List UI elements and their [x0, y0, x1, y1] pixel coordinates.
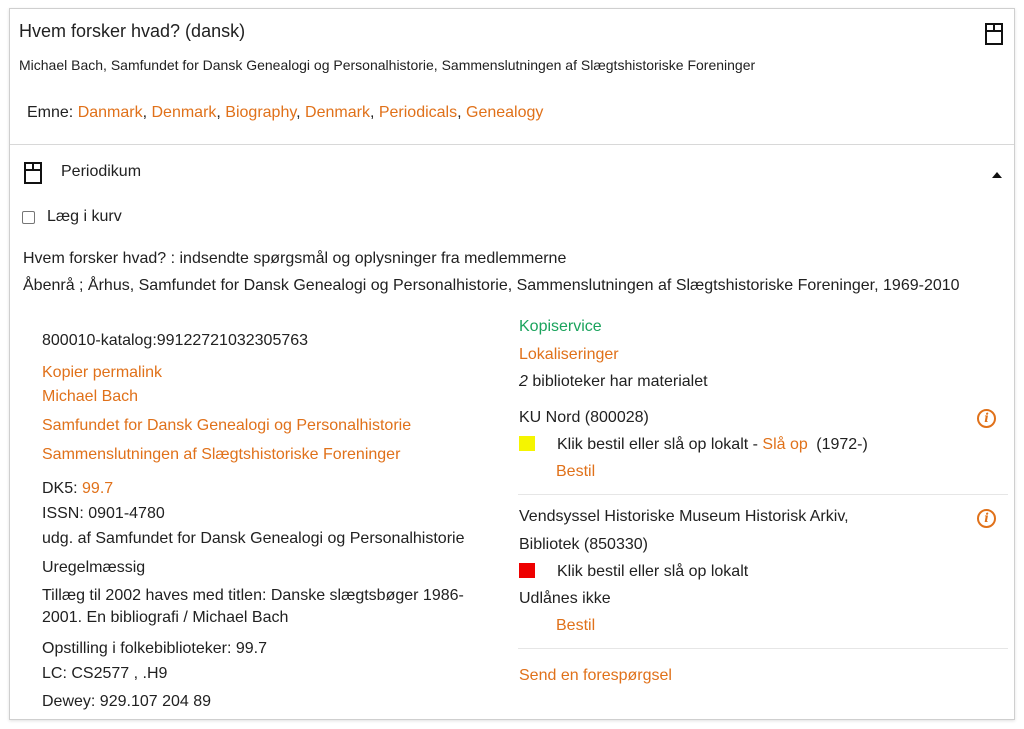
caret-up-icon[interactable] — [992, 172, 1002, 178]
lending-status: Udlånes ikke — [519, 590, 611, 607]
library-name-line2: Bibliotek (850330) — [519, 536, 648, 553]
holdings-count-line — [519, 373, 708, 391]
header-divider — [10, 144, 1014, 145]
send-request-link[interactable]: Send en forespørgsel — [519, 667, 672, 684]
author-link-sammenslutningen[interactable]: Sammenslutningen af Slægtshistoriske Foreninger — [42, 446, 401, 463]
issn: ISSN: 0901-4780 — [42, 505, 165, 522]
library-status: Klik bestil eller slå op lokalt — [557, 563, 749, 580]
subject-link-periodicals[interactable]: Periodicals — [378, 104, 458, 121]
dk5-label: DK5: — [42, 480, 78, 497]
status-indicator-yellow — [519, 436, 535, 451]
book-icon — [24, 162, 42, 184]
info-icon[interactable]: i — [977, 509, 996, 528]
subjects-label: Emne: — [27, 104, 74, 121]
subject-link-danmark[interactable]: Danmark — [77, 104, 143, 121]
dewey-classification: Dewey: 929.107 204 89 — [42, 693, 212, 710]
dk5-row — [42, 480, 113, 498]
publisher-note: udg. af Samfundet for Dansk Genealogi og Personalhistorie — [42, 530, 465, 547]
authors-line: Michael Bach, Samfundet for Dansk Genealogi og Personalhistorie, Sammenslutningen af Slægtshistoriske Foreninger — [19, 57, 756, 73]
library-status-line — [557, 436, 868, 454]
record-type-label[interactable]: Periodikum — [61, 163, 142, 180]
shelving: Opstilling i folkebiblioteker: 99.7 — [42, 640, 268, 657]
frequency: Uregelmæssig — [42, 559, 146, 576]
author-link-samfundet[interactable]: Samfundet for Dansk Genealogi og Personalhistorie — [42, 417, 412, 434]
status-indicator-red — [519, 563, 535, 578]
supplement-note-line2: 2001. En bibliografi / Michael Bach — [42, 609, 289, 626]
dk5-link[interactable]: 99.7 — [82, 480, 114, 497]
library-name: KU Nord (800028) — [519, 409, 649, 426]
library-name-line1: Vendsyssel Historiske Museum Historisk Arkiv, — [519, 508, 849, 525]
holdings-divider — [518, 648, 1008, 649]
full-title: Hvem forsker hvad? : indsendte spørgsmål og oplysninger fra medlemmerne — [23, 250, 567, 267]
holdings-count: 2 — [519, 373, 528, 390]
record-card — [9, 8, 1015, 720]
localizations-link[interactable]: Lokaliseringer — [519, 346, 619, 363]
subjects-line: Emne: Danmark, Denmark, Biography, Denmark, Periodicals, Genealogy — [27, 104, 544, 121]
holding-years: (1972-) — [816, 436, 868, 453]
author-link-michael-bach[interactable]: Michael Bach — [42, 388, 139, 405]
book-icon[interactable] — [985, 23, 1003, 45]
subject-link-denmark-2[interactable]: Denmark — [305, 104, 370, 121]
subject-link-denmark[interactable]: Denmark — [151, 104, 217, 121]
publication-info: Åbenrå ; Århus, Samfundet for Dansk Genealogi og Personalhistorie, Sammenslutningen af Slægtshistoriske Foreninger, 1969-2010 — [23, 277, 960, 294]
lc-classification: LC: CS2577 , .H9 — [42, 665, 168, 682]
catalog-id: 800010-katalog:99122721032305763 — [42, 332, 309, 349]
order-button[interactable]: Bestil — [556, 463, 596, 480]
subject-link-genealogy[interactable]: Genealogy — [466, 104, 544, 121]
holdings-divider — [518, 494, 1008, 495]
holdings-count-text: biblioteker har materialet — [532, 373, 708, 390]
info-icon[interactable]: i — [977, 409, 996, 428]
copy-service-link[interactable]: Kopiservice — [519, 318, 602, 335]
order-button[interactable]: Bestil — [556, 617, 596, 634]
lookup-link[interactable]: Slå op — [762, 436, 808, 453]
subject-link-biography[interactable]: Biography — [225, 104, 297, 121]
library-status: Klik bestil eller slå op lokalt - — [557, 436, 758, 453]
supplement-note-line1: Tillæg til 2002 haves med titlen: Danske slægtsbøger 1986- — [42, 587, 464, 604]
basket-label[interactable]: Læg i kurv — [47, 208, 122, 225]
record-title: Hvem forsker hvad? (dansk) — [19, 21, 246, 41]
copy-permalink-link[interactable]: Kopier permalink — [42, 364, 163, 381]
basket-checkbox[interactable] — [22, 211, 35, 224]
